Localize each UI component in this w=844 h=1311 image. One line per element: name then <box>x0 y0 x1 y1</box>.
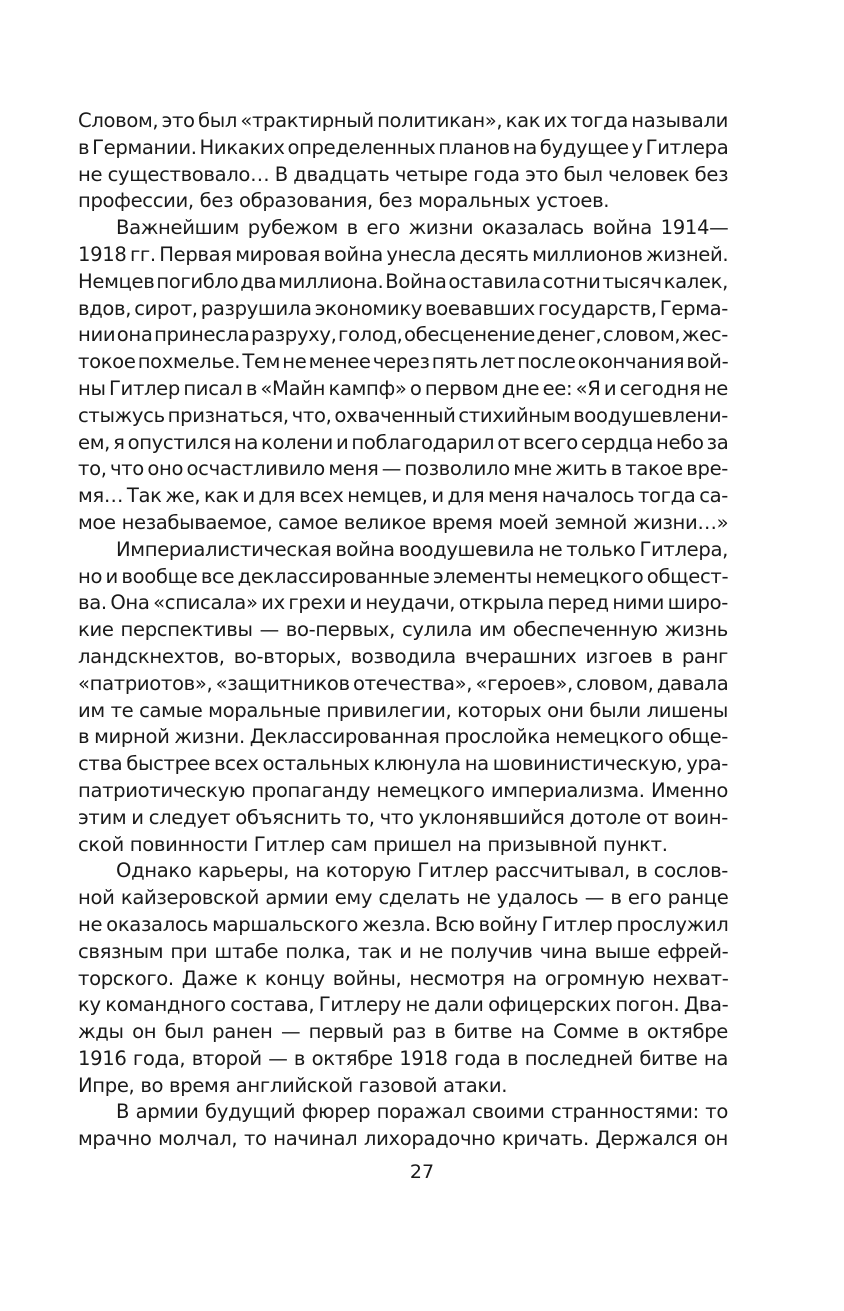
text-line: ландскнехтов, во-вторых, возводила вчерашних изгоев в ранг <box>78 644 728 668</box>
text-line: ку командного состава, Гитлеру не дали офицерских погон. Два- <box>78 993 729 1017</box>
text-line: связным при штабе полка, так и не получив чина выше ефрей- <box>78 939 729 963</box>
text-line: В армии будущий фюрер поражал своими странностями: то <box>116 1100 728 1124</box>
text-line: ны Гитлер писал в «Майн кампф» о первом дне ее: «Я и сегодня не <box>78 376 728 400</box>
text-line: токое похмелье. Тем не менее через пять лет после окончания вой- <box>78 350 729 374</box>
body-text <box>78 108 728 1153</box>
text-line: им те самые моральные привилегии, которых они были лишены <box>78 698 728 722</box>
text-line: торского. Даже к концу войны, несмотря на огромную нехват- <box>78 966 729 990</box>
text-line: «патриотов», «защитников отечества», «героев», словом, давала <box>78 671 729 695</box>
text-line: ства быстрее всех остальных клюнула на шовинистическую, ура- <box>78 752 728 776</box>
text-line: ской повинности Гитлер сам пришел на призывной пункт. <box>78 832 668 856</box>
text-line: профессии, без образования, без моральных устоев. <box>78 189 610 213</box>
text-line: то, что оно осчастливило меня — позволило мне жить в такое вре- <box>78 457 728 481</box>
text-line: мое незабываемое, самое великое время моей земной жизни…» <box>78 510 729 534</box>
text-line: кие перспективы — во-первых, сулила им обеспеченную жизнь <box>78 618 728 642</box>
text-line: патриотическую пропаганду немецкого империализма. Именно <box>78 778 728 802</box>
text-line: этим и следует объяснить то, что уклонявшийся дотоле от воин- <box>78 805 728 829</box>
paragraph <box>78 858 728 1099</box>
paragraph <box>78 108 728 215</box>
text-line: 1916 года, второй — в октябре 1918 года в последней битве на <box>78 1046 728 1070</box>
text-line: ва. Она «списала» их грехи и неудачи, открыла перед ними широ- <box>78 591 728 615</box>
text-line: не существовало… В двадцать четыре года это был человек без <box>78 162 729 186</box>
text-line: Словом, это был «трактирный политикан», как их тогда называли <box>78 109 728 132</box>
paragraph <box>78 1099 728 1153</box>
text-line: ной кайзеровской армии ему сделать не удалось — в его ранце <box>78 886 729 910</box>
text-line: не оказалось маршальского жезла. Всю войну Гитлер прослужил <box>78 912 729 936</box>
text-line: Немцев погибло два миллиона. Война оставила сотни тысяч калек, <box>78 269 728 293</box>
text-line: в Германии. Никаких определенных планов на будущее у Гитлера <box>78 135 729 159</box>
text-line: стыжусь признаться, что, охваченный стихийным воодушевлени- <box>78 403 728 427</box>
paragraph <box>78 537 728 859</box>
page-number: 27 <box>409 1161 435 1183</box>
text-line: но и вообще все деклассированные элементы немецкого общест- <box>78 564 729 588</box>
text-line: ем, я опустился на колени и поблагодарил от всего сердца небо за <box>78 430 729 454</box>
text-line: нии она принесла разруху, голод, обесценение денег, словом, жес- <box>78 323 728 347</box>
text-line: 1918 гг. Первая мировая война унесла десять миллионов жизней. <box>78 242 729 266</box>
text-line: Важнейшим рубежом в его жизни оказалась война 1914— <box>116 216 729 240</box>
text-line: мрачно молчал, то начинал лихорадочно кричать. Держался он <box>78 1127 728 1151</box>
text-line: вдов, сирот, разрушила экономику воевавших государств, Герма- <box>78 296 728 320</box>
text-line: мя… Так же, как и для всех немцев, и для меня началось тогда са- <box>78 484 728 508</box>
text-line: Ипре, во время английской газовой атаки. <box>78 1073 508 1097</box>
paragraph <box>78 215 728 537</box>
text-line: в мирной жизни. Деклассированная прослойка немецкого общe- <box>78 725 728 749</box>
text-line: Империалистическая война воодушевила не только Гитлера, <box>116 537 728 561</box>
text-line: жды он был ранен — первый раз в битве на Сомме в октябре <box>78 1020 728 1044</box>
text-line: Однако карьеры, на которую Гитлер рассчитывал, в сослов- <box>116 859 729 883</box>
